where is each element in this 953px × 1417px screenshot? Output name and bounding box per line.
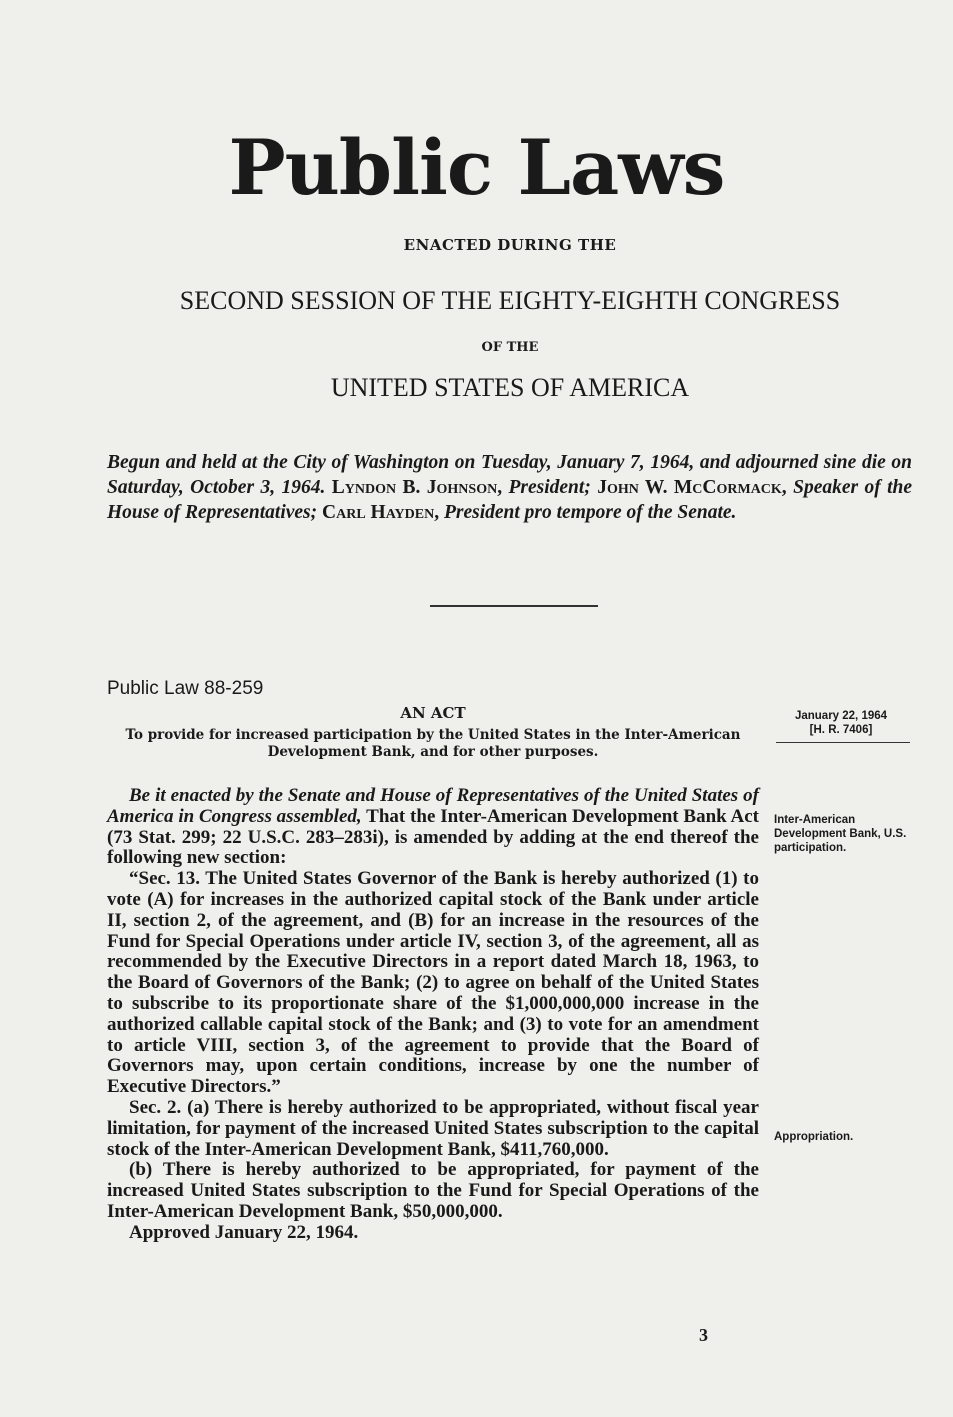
president-title: President; bbox=[508, 477, 591, 498]
page-title: Public Laws bbox=[228, 123, 725, 212]
divider-rule bbox=[430, 605, 598, 607]
session-dates: Begun and held at the City of Washington on Tuesday, January 7, 1964, and adjourned sine die on Saturday, October 3, 1964. bbox=[107, 452, 912, 498]
act-label: AN ACT bbox=[400, 704, 466, 722]
enacting-paragraph-text: That the Inter-American Development Bank Act (73 Stat. 299; 22 U.S.C. 283–283i), is amended by adding at the end thereof the following new section: bbox=[107, 805, 759, 869]
approval-line: Approved January 22, 1964. bbox=[129, 1221, 359, 1243]
pro-tempore-name: Carl Hayden, bbox=[322, 502, 440, 523]
section-13: “Sec. 13. The United States Governor of the Bank is hereby authorized (1) to vote (A) for increases in the authorized capital stock of the Bank under article II, section 2, of the agreement, and (B) for an increase in the resources of the Fund for Special Operations under article IV, section 3, of the agreement, all as recommended by the Executive Directors in a report dated March 18, 1963, to the Board of Governors of the Bank; (2) to agree on behalf of the United States to subscribe to its proportionate share of the $1,000,000,000 increase in the authorized callable capital stock of the Bank; and (3) to vote for an amendment to article VIII, section 3, of the agreement to provide that the Board of Governors may, upon certain conditions, increase by one the number of Executive Directors.” bbox=[107, 868, 759, 1098]
margin-date-block bbox=[774, 709, 908, 737]
page-number: 3 bbox=[699, 1325, 708, 1345]
session-intro bbox=[107, 450, 912, 525]
enacting-clause: Be it enacted by the Senate and House of Representatives of the United States of America in Congress assembled, bbox=[107, 785, 759, 827]
margin-rule bbox=[776, 742, 910, 743]
of-the-heading: OF THE bbox=[481, 340, 539, 355]
margin-bill-number: [H. R. 7406] bbox=[809, 724, 873, 736]
session-heading: SECOND SESSION OF THE EIGHTY-EIGHTH CONGRESS bbox=[179, 286, 841, 315]
act-body bbox=[107, 786, 759, 1244]
section-2b: (b) There is hereby authorized to be appropriated, for payment of the increased United States subscription to the Fund for Special Operations of the Inter-American Development Bank, $50,000,000. bbox=[107, 1159, 759, 1222]
section-2a: Sec. 2. (a) There is hereby authorized to be appropriated, without fiscal year limitation, for payment of the increased United States subscription to the capital stock of the Inter-American Development Bank, $411,760,000. bbox=[107, 1096, 759, 1160]
margin-note-appropriation: Appropriation. bbox=[774, 1131, 854, 1143]
speaker-name: John W. McCormack, bbox=[597, 477, 787, 498]
margin-date: January 22, 1964 bbox=[794, 710, 888, 722]
pro-tempore-title: President pro tempore of the Senate. bbox=[443, 502, 737, 523]
speaker-title: Speaker of the House of Representatives; bbox=[107, 477, 913, 523]
law-number: Public Law 88-259 bbox=[107, 678, 264, 699]
enacted-heading: ENACTED DURING THE bbox=[403, 236, 617, 254]
country-heading: UNITED STATES OF AMERICA bbox=[330, 373, 690, 402]
margin-note-bank: Inter-American Development Bank, U.S. participation. bbox=[774, 814, 907, 854]
enacting-paragraph bbox=[107, 786, 759, 869]
president-name: Lyndon B. Johnson, bbox=[331, 477, 503, 498]
act-purpose: To provide for increased participation by the United States in the Inter-American Development Bank, and for other purposes. bbox=[125, 727, 741, 760]
